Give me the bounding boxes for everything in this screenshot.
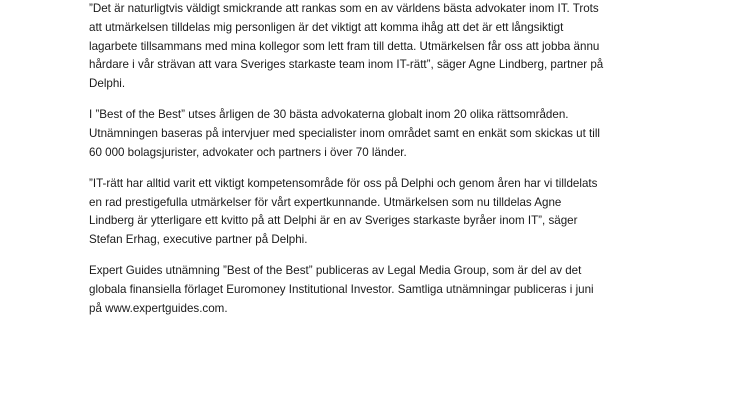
document-body	[89, 0, 669, 331]
text-line: Lindberg är ytterligare ett kvitto på att Delphi är en av Sveriges starkaste byråer inom IT”, säger	[89, 214, 578, 228]
paragraph-quote-stefan-erhag	[89, 175, 669, 250]
paragraph-quote-agne-lindberg	[89, 0, 669, 94]
text-line: lagarbete tillsammans med mina kollegor som lett fram till detta. Utmärkelsen får oss att jobba ännu	[89, 39, 600, 53]
text-line: ”Det är naturligtvis väldigt smickrande att rankas som en av världens bästa advokater inom IT. Trots	[89, 2, 599, 15]
text-line: att utmärkelsen tilldelas mig personligen är det viktigt att komma ihåg att det är ett långsiktigt	[89, 20, 564, 34]
text-line: I ”Best of the Best” utses årligen de 30 bästa advokaterna globalt inom 20 olika rättsområden.	[89, 108, 569, 122]
text-line: Stefan Erhag, executive partner på Delphi.	[89, 233, 308, 247]
text-line: ”IT-rätt har alltid varit ett viktigt kompetensområde för oss på Delphi och genom åren har vi tilldelats	[89, 176, 598, 190]
paragraph-expert-guides	[89, 262, 669, 318]
text-line: 60 000 bolagsjurister, advokater och partners i över 70 länder.	[89, 145, 407, 159]
text-line: Utnämningen baseras på intervjuer med specialister inom området samt en enkät som skickas ut till	[89, 126, 600, 140]
text-line: globala finansiella förlaget Euromoney Institutional Investor. Samtliga utnämningar publiceras i juni	[89, 282, 594, 296]
paragraph-best-of-the-best	[89, 106, 669, 162]
text-line: Expert Guides utnämning ”Best of the Best” publiceras av Legal Media Group, som är del av det	[89, 264, 582, 278]
text-line: Delphi.	[89, 77, 126, 91]
text-line: hårdare i vår strävan att vara Sveriges starkaste team inom IT-rätt”, säger Agne Lindberg, partner på	[89, 58, 604, 72]
text-line: på www.expertguides.com.	[89, 301, 228, 315]
text-line: en rad prestigefulla utmärkelser för vårt expertkunnande. Utmärkelsen som nu tilldelas Agne	[89, 195, 562, 209]
